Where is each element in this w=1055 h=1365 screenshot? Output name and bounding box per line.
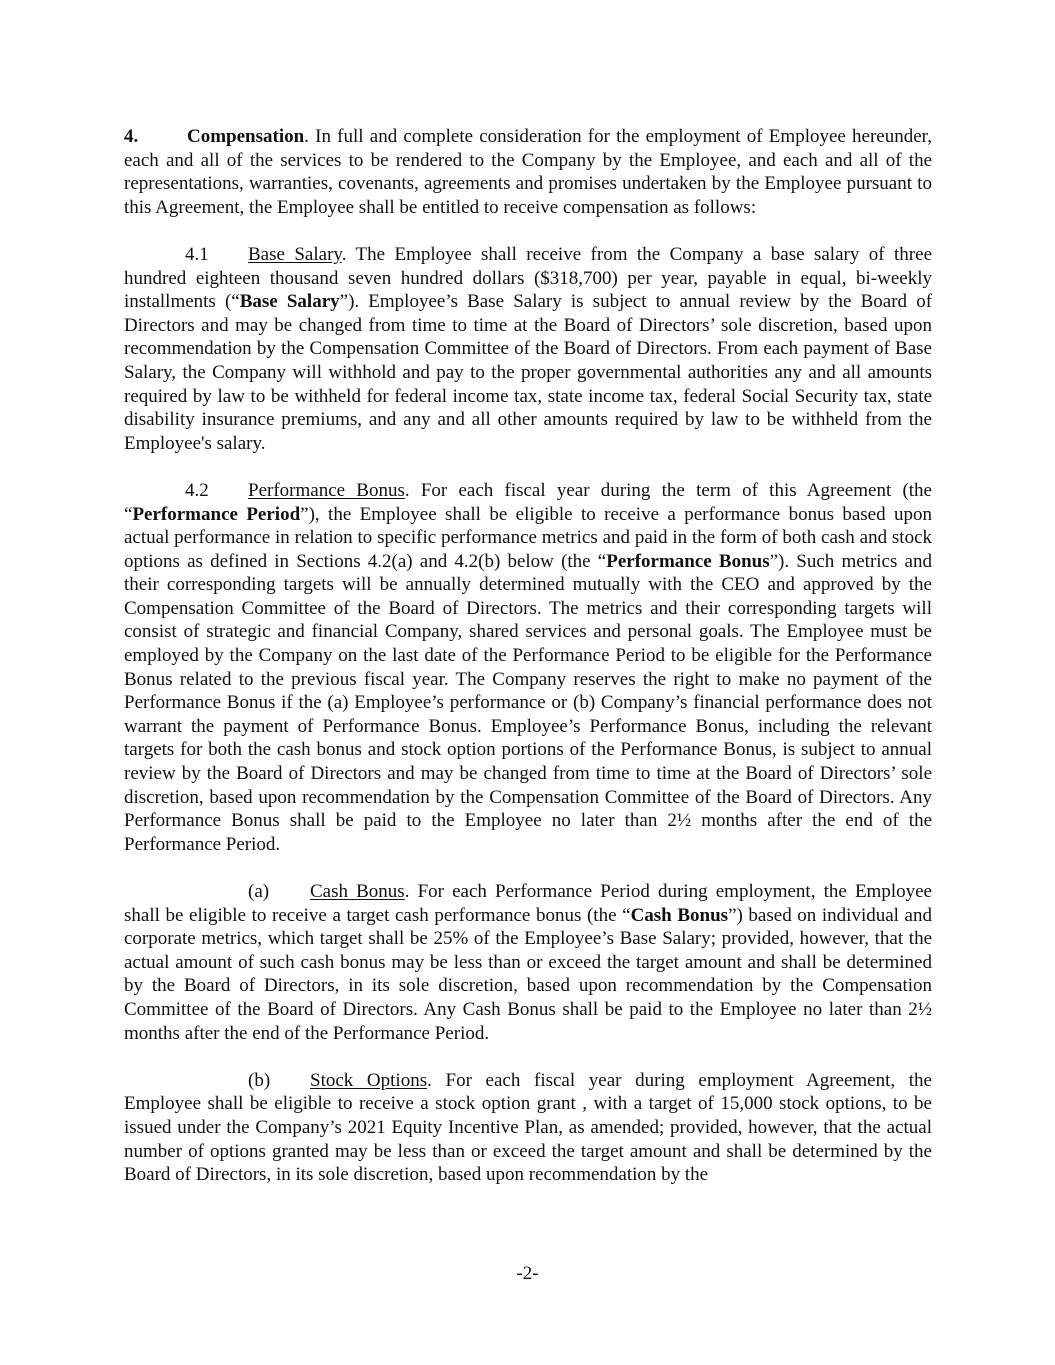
section-4-2-number: 4.2: [185, 479, 209, 501]
section-4-heading: Compensation: [187, 126, 305, 147]
performance-period-defined-term: Performance Period: [132, 503, 301, 525]
section-4-2-a-number: (a): [248, 881, 270, 902]
section-4-2-text-3: ”). Such metrics and their corresponding targets will be annually determined mutually with the CEO and approved by the Compensation Committee of the Board of Directors. The metrics and their corresponding targets will consist of strategic and financial Company, shared services and personal goals. The Employee must be employed by the Company on the last date of the Performance Period to be eligible for the Performance Bonus related to the previous fiscal year. The Company reserves the right to make no payment of the Performance Bonus if the (a) Employee’s performance or (b) Company’s financial performance does not warrant the payment of Performance Bonus. Employee’s Performance Bonus, including the relevant targets for both the cash bonus and stock option portions of the Performance Bonus, is subject to annual review by the Board of Directors and may be changed from time to time at the Board of Directors’ sole discretion, based upon recommendation by the Compensation Committee of the Board of Directors. Any Performance Bonus shall be paid to the Employee no later than 2½ months after the end of the Performance Period.: [124, 550, 932, 855]
section-4-2-a-text-2: ”) based on individual and corporate metrics, which target shall be 25% of the Employee’s Base Salary; provided, however, that the actual amount of such cash bonus may be less than or exceed the target amount and shall be determined by the Board of Directors, in its sole discretion, based upon recommendation by the Compensation Committee of the Board of Directors. Any Cash Bonus shall be paid to the Employee no later than 2½ months after the end of the Performance Period.: [124, 904, 932, 1044]
section-4-2-a-heading: Cash Bonus: [310, 881, 405, 902]
section-4-2-text-2: ”), the Employee shall be eligible to receive a performance bonus based upon actual performance in relation to specific performance metrics and paid in the form of both cash and stock options as defined in Sections 4.2(a) and 4.2(b) below (the “: [124, 503, 933, 572]
section-4-2-b-heading: Stock Options: [310, 1069, 428, 1091]
section-4-2-a-text-1: . For each Performance Period during employment, the Employee shall be eligible to receive a target cash performance bonus (the “: [124, 881, 932, 926]
cash-bonus-defined-term: Cash Bonus: [630, 904, 729, 926]
section-4-text: . In full and complete consideration for the employment of Employee hereunder, each and all of the services to be rendered to the Company by the Employee, and each and all of the representations, warranties, covenants, agreements and promises undertaken by the Employee pursuant to this Agreement, the Employee shall be entitled to receive compensation as follows:: [124, 126, 932, 218]
page-number: -2-: [516, 1263, 539, 1284]
section-4-2-a-paragraph: [124, 880, 932, 1045]
document-page: [124, 125, 932, 1187]
section-4-1-paragraph: [124, 243, 932, 455]
section-4-2-heading: Performance Bonus: [248, 479, 405, 501]
section-4-2-paragraph: [124, 479, 932, 857]
base-salary-defined-term: Base Salary: [239, 291, 340, 313]
section-4-1-text-2: ”). Employee’s Base Salary is subject to annual review by the Board of Directors and may be changed from time to time at the Board of Directors’ sole discretion, based upon recommendation by the Compensation Committee of the Board of Directors. From each payment of Base Salary, the Company will withhold and pay to the proper governmental authorities any and all amounts required by law to be withheld for federal income tax, state income tax, federal Social Security tax, state disability insurance premiums, and any and all other amounts required by law to be withheld from the Employee's salary.: [124, 291, 933, 454]
section-4-1-heading: Base Salary: [248, 243, 342, 265]
section-4-2-b-text-1: . For each fiscal year during employment Agreement, the Employee shall be eligible to receive a stock option grant , with a target of 15,000 stock options, to be issued under the Company’s 2021 Equity Incentive Plan, as amended; provided, however, that the actual number of options granted may be less than or exceed the target amount and shall be determined by the Board of Directors, in its sole discretion, based upon recommendation by the: [124, 1069, 932, 1186]
section-4-2-b-number: (b): [248, 1069, 271, 1091]
performance-bonus-defined-term: Performance Bonus: [606, 550, 770, 572]
section-4-2-b-paragraph: [124, 1069, 932, 1187]
section-4-2-text-1: . For each fiscal year during the term of this Agreement (the “: [124, 479, 932, 525]
section-4-paragraph: [124, 125, 932, 219]
section-4-1-number: 4.1: [185, 243, 209, 265]
section-4-1-text-1: . The Employee shall receive from the Company a base salary of three hundred eighteen thousand seven hundred dollars ($318,700) per year, payable in equal, bi-weekly installments (“: [124, 243, 932, 313]
section-4-number: 4.: [124, 126, 139, 147]
